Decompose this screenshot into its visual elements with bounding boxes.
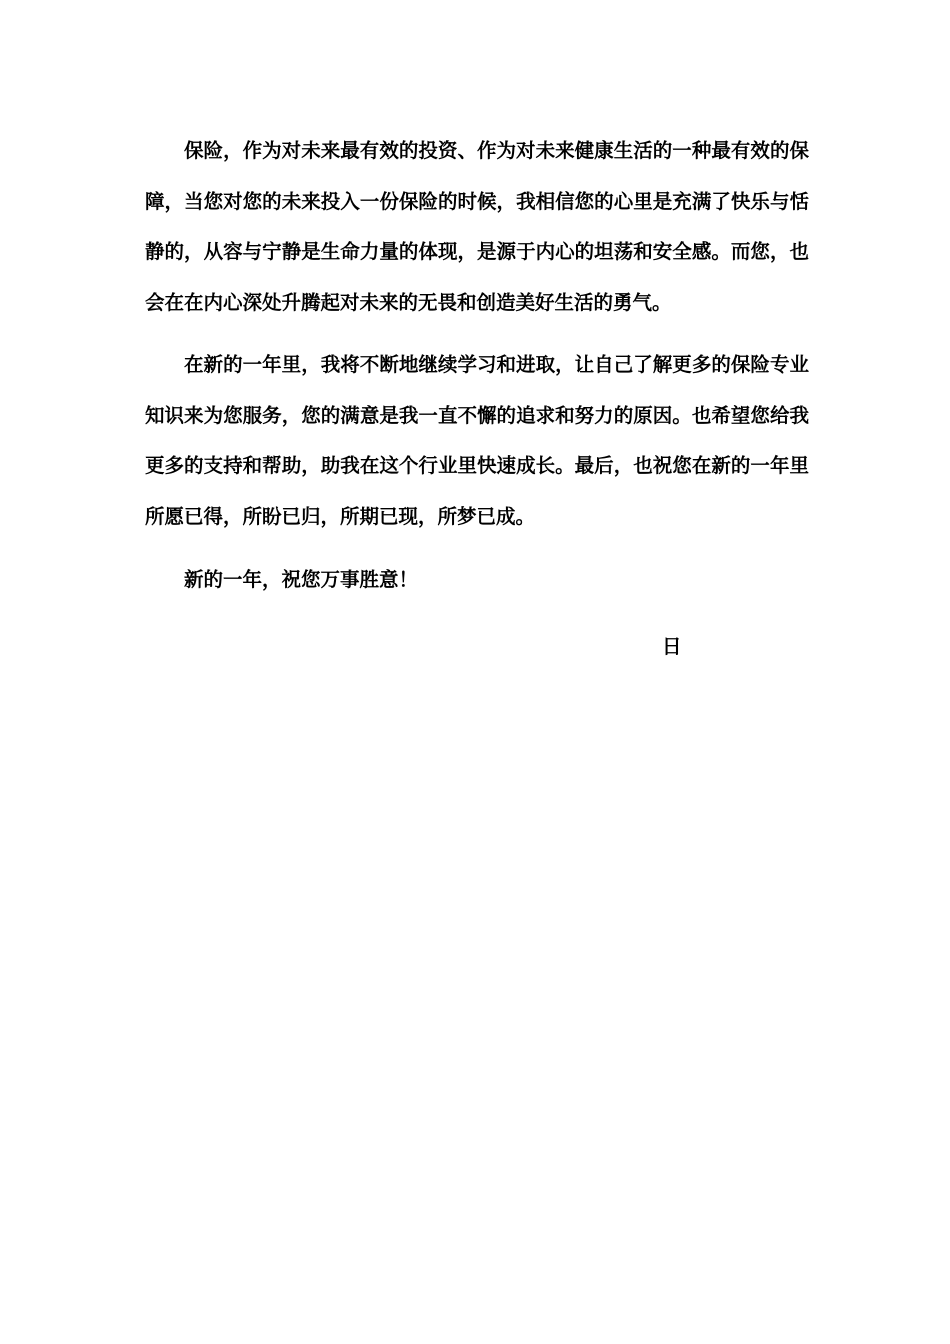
- paragraph-new-year-wish: 新的一年，祝您万事胜意！: [184, 568, 419, 591]
- paragraph-new-year-commitment: 在新的一年里，我将不断地继续学习和进取，让自己了解更多的保险专业知识来为您服务，您的满意是我一直不懈的追求和努力的原因。也希望您给我更多的支持和帮助，助我在这个行业里快速成长。最后，也祝您在新的一年里所愿已得，所盼已归，所期已现，所梦已成。: [145, 353, 809, 528]
- date-fragment: 日: [662, 635, 682, 658]
- paragraph-insurance-value: 保险，作为对未来最有效的投资、作为对未来健康生活的一种最有效的保障，当您对您的未来投入一份保险的时候，我相信您的心里是充满了快乐与恬静的，从容与宁静是生命力量的体现，是源于内心的坦荡和安全感。而您，也会在在内心深处升腾起对未来的无畏和创造美好生活的勇气。: [145, 139, 809, 314]
